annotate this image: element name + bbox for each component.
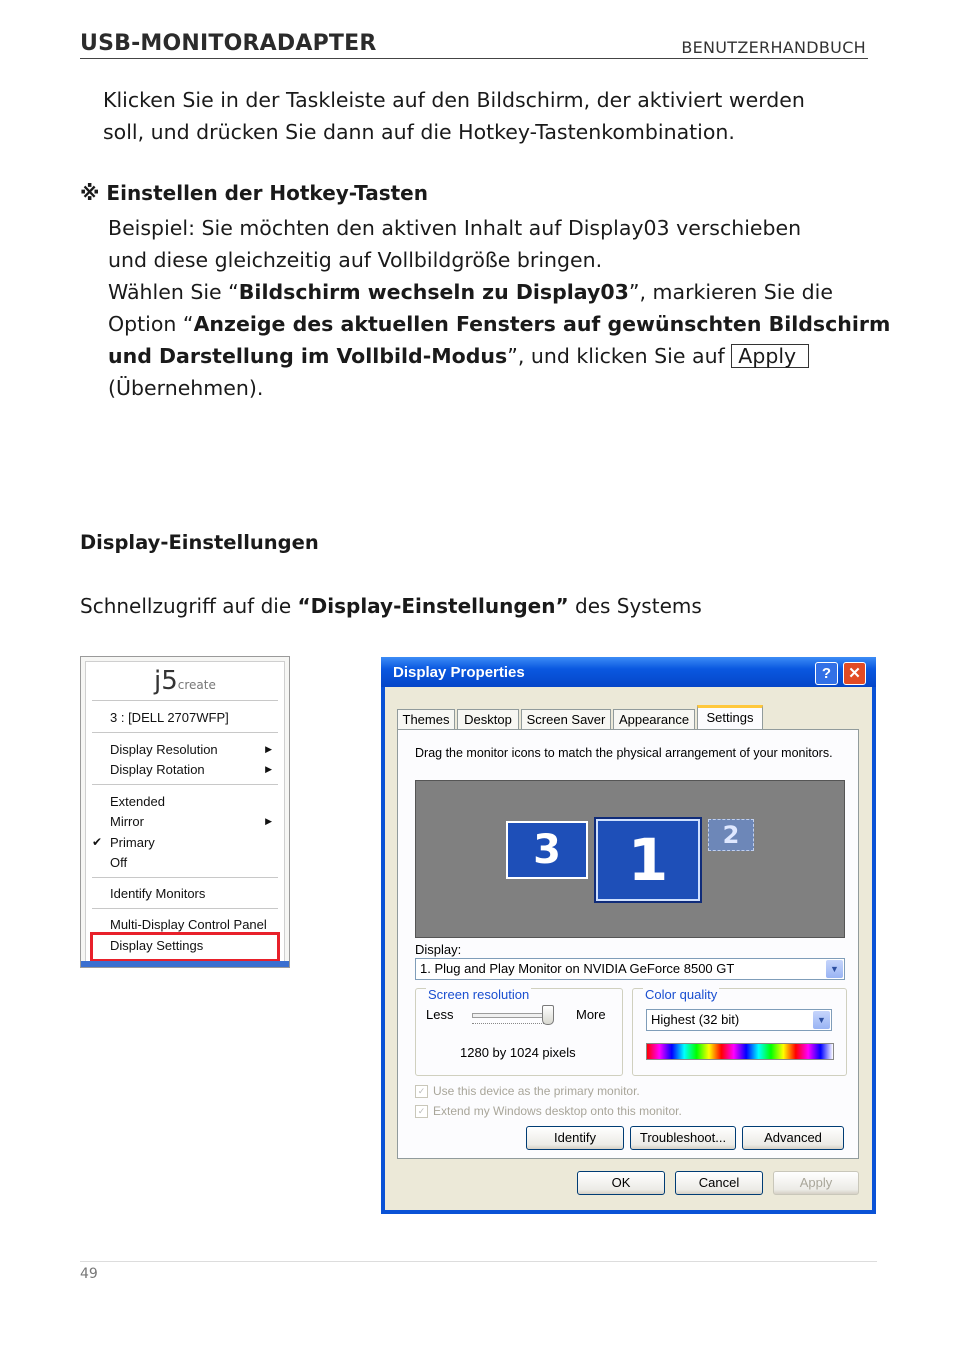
logo-text: j5 bbox=[154, 666, 178, 696]
dialog-title: Display Properties bbox=[393, 664, 525, 681]
resolution-slider-thumb[interactable] bbox=[542, 1005, 554, 1025]
close-button[interactable]: ✕ bbox=[843, 662, 866, 685]
text: Schnellzugriff auf die bbox=[80, 594, 298, 618]
text: ”, und klicken Sie auf bbox=[507, 344, 732, 368]
resolution-ticks bbox=[472, 1023, 552, 1024]
hotkey-heading bbox=[80, 181, 428, 205]
display-settings-line bbox=[80, 594, 702, 618]
cancel-button[interactable]: Cancel bbox=[675, 1171, 763, 1195]
bold-text: Bildschirm wechseln zu Display03 bbox=[238, 280, 629, 304]
menu-separator bbox=[92, 700, 278, 701]
menu-item-control-panel[interactable]: Multi-Display Control Panel bbox=[110, 917, 267, 932]
ok-button[interactable]: OK bbox=[577, 1171, 665, 1195]
advanced-button[interactable]: Advanced bbox=[742, 1126, 844, 1150]
dialog-titlebar bbox=[381, 657, 876, 687]
menu-separator bbox=[92, 908, 278, 909]
display-settings-heading: Display-Einstellungen bbox=[80, 531, 319, 554]
monitor-3-icon[interactable]: 3 bbox=[506, 821, 588, 879]
identify-button[interactable]: Identify bbox=[526, 1126, 624, 1150]
tab-appearance[interactable]: Appearance bbox=[613, 709, 695, 729]
submenu-arrow-icon: ▶ bbox=[265, 764, 272, 774]
dropdown-arrow-icon: ▼ bbox=[826, 960, 843, 978]
page-number: 49 bbox=[80, 1266, 98, 1282]
header-title: USB-MONITORADAPTER bbox=[80, 31, 377, 56]
monitor-arrangement-area[interactable] bbox=[415, 780, 845, 938]
menu-item-display-settings[interactable]: Display Settings bbox=[110, 938, 204, 953]
settings-panel bbox=[397, 729, 859, 1159]
tab-desktop[interactable]: Desktop bbox=[457, 709, 519, 729]
header-subtitle: BENUTZERHANDBUCH bbox=[681, 38, 866, 57]
menu-separator bbox=[92, 784, 278, 785]
menu-item-mirror[interactable]: Mirror bbox=[110, 814, 144, 829]
checkmark-icon: ✔ bbox=[92, 835, 103, 849]
highlight-box bbox=[90, 932, 280, 962]
submenu-arrow-icon: ▶ bbox=[265, 744, 272, 754]
dialog-body bbox=[385, 687, 872, 1210]
color-quality-select[interactable] bbox=[646, 1009, 832, 1031]
tab-themes[interactable]: Themes bbox=[397, 709, 455, 729]
display-select[interactable] bbox=[415, 958, 845, 980]
taskbar-strip bbox=[81, 961, 289, 967]
text: Wählen Sie “ bbox=[108, 280, 239, 304]
menu-item-extended[interactable]: Extended bbox=[110, 794, 165, 809]
menu-separator bbox=[92, 877, 278, 878]
j5-logo bbox=[154, 666, 216, 696]
intro-line-1: Klicken Sie in der Taskleiste auf den Bildschirm, der aktiviert werden bbox=[103, 88, 805, 112]
j5-context-menu bbox=[80, 656, 290, 968]
dropdown-arrow-icon: ▼ bbox=[813, 1011, 830, 1029]
color-spectrum-bar bbox=[646, 1043, 834, 1060]
hotkey-line-4 bbox=[108, 308, 890, 340]
checkbox-label: Use this device as the primary monitor. bbox=[433, 1084, 640, 1098]
checkbox-icon: ✓ bbox=[415, 1105, 428, 1118]
hotkey-line-3 bbox=[108, 276, 890, 308]
menu-item-primary[interactable]: Primary bbox=[110, 835, 155, 850]
color-quality-label: Color quality bbox=[645, 987, 718, 1002]
hotkey-line-1: Beispiel: Sie möchten den aktiven Inhalt auf Display03 verschieben bbox=[108, 216, 802, 240]
bold-text: und Darstellung im Vollbild-Modus bbox=[108, 344, 508, 368]
menu-item-identify-monitors[interactable]: Identify Monitors bbox=[110, 886, 206, 901]
checkbox-label: Extend my Windows desktop onto this monitor. bbox=[433, 1104, 682, 1118]
resolution-value: 1280 by 1024 pixels bbox=[460, 1045, 576, 1060]
bold-text: Anzeige des aktuellen Fensters auf gewünschten Bildschirm bbox=[193, 312, 891, 336]
hotkey-line-5 bbox=[108, 340, 890, 372]
hotkey-body bbox=[108, 212, 890, 404]
reference-mark-icon: ※ bbox=[80, 181, 100, 205]
primary-monitor-checkbox[interactable] bbox=[415, 1084, 640, 1098]
screen-resolution-group bbox=[415, 988, 623, 1076]
checkbox-icon: ✓ bbox=[415, 1085, 428, 1098]
display-select-value: 1. Plug and Play Monitor on NVIDIA GeForce 8500 GT bbox=[420, 961, 735, 976]
submenu-arrow-icon: ▶ bbox=[265, 816, 272, 826]
extend-desktop-checkbox[interactable] bbox=[415, 1104, 682, 1118]
logo-small-text: create bbox=[177, 678, 216, 692]
text: ”, markieren Sie die bbox=[628, 280, 833, 304]
screen-resolution-label: Screen resolution bbox=[428, 987, 530, 1002]
text: Option “ bbox=[108, 312, 194, 336]
instruction-text: Drag the monitor icons to match the physical arrangement of your monitors. bbox=[415, 746, 833, 760]
more-label: More bbox=[576, 1007, 606, 1022]
less-label: Less bbox=[426, 1007, 454, 1022]
help-button[interactable]: ? bbox=[815, 662, 838, 685]
tab-settings[interactable]: Settings bbox=[697, 705, 763, 730]
menu-separator bbox=[92, 732, 278, 733]
text: des Systems bbox=[568, 594, 702, 618]
troubleshoot-button[interactable]: Troubleshoot... bbox=[630, 1126, 736, 1150]
color-quality-group bbox=[632, 988, 847, 1076]
bold-text: “Display-Einstellungen” bbox=[297, 594, 569, 618]
menu-item-display-resolution[interactable]: Display Resolution bbox=[110, 742, 218, 757]
color-quality-value: Highest (32 bit) bbox=[651, 1012, 740, 1027]
monitor-1-icon[interactable]: 1 bbox=[596, 819, 700, 901]
footer-rule bbox=[80, 1261, 877, 1262]
intro-text bbox=[103, 84, 805, 148]
display-properties-dialog bbox=[381, 657, 876, 1214]
header-rule bbox=[80, 58, 868, 59]
hotkey-line-2: und diese gleichzeitig auf Vollbildgröße bringen. bbox=[108, 248, 603, 272]
display-label: Display: bbox=[415, 942, 462, 957]
apply-label-box: Apply bbox=[731, 344, 809, 368]
apply-button[interactable]: Apply bbox=[773, 1171, 859, 1195]
menu-item-monitor[interactable]: 3 : [DELL 2707WFP] bbox=[110, 710, 229, 725]
tab-screen-saver[interactable]: Screen Saver bbox=[521, 709, 611, 729]
hotkey-heading-text: Einstellen der Hotkey-Tasten bbox=[106, 181, 428, 205]
menu-item-off[interactable]: Off bbox=[110, 855, 128, 870]
hotkey-line-6: (Übernehmen). bbox=[108, 376, 264, 400]
menu-body bbox=[85, 661, 285, 963]
menu-item-display-rotation[interactable]: Display Rotation bbox=[110, 762, 205, 777]
intro-line-2: soll, und drücken Sie dann auf die Hotkey-Tastenkombination. bbox=[103, 120, 735, 144]
monitor-2-icon[interactable]: 2 bbox=[708, 819, 754, 851]
